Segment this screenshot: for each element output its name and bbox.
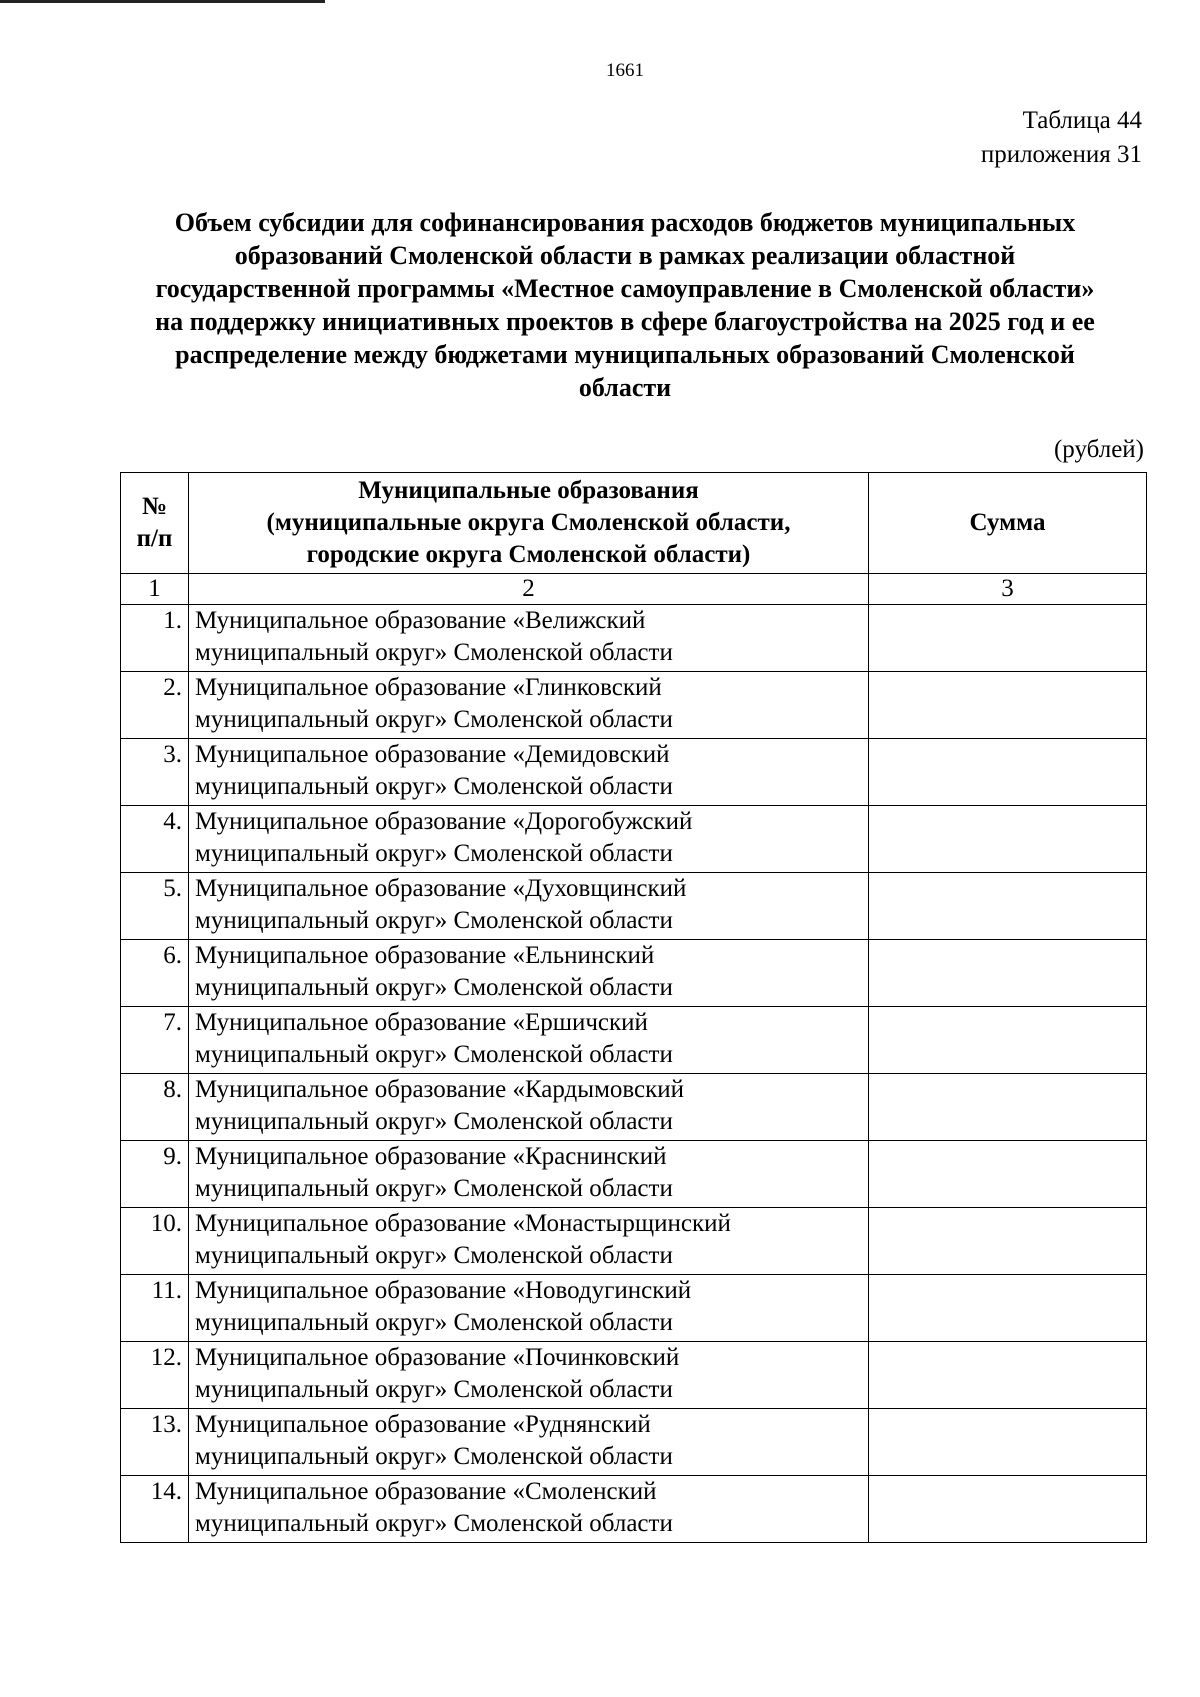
table-row: [121, 1409, 1147, 1476]
row-number: 12.: [121, 1342, 189, 1409]
municipality-name: [189, 1342, 869, 1409]
table-body: [121, 605, 1147, 1543]
subsidy-sum: [869, 1342, 1147, 1409]
municipality-name: [189, 1007, 869, 1074]
municipality-name-line: Муниципальное образование «Ершичский: [195, 1009, 648, 1036]
row-number: 3.: [121, 739, 189, 806]
municipality-name-line: Муниципальное образование «Демидовский: [195, 741, 670, 768]
municipality-name-line: Муниципальное образование «Духовщинский: [195, 875, 687, 902]
municipality-name: [189, 1476, 869, 1543]
table-row: [121, 1074, 1147, 1141]
municipality-name: [189, 1141, 869, 1208]
header-municipality: [189, 473, 869, 574]
municipality-name-line: муниципальный округ» Смоленской области: [195, 773, 673, 800]
subsidy-sum: [869, 739, 1147, 806]
municipality-name-line: муниципальный округ» Смоленской области: [195, 1175, 673, 1202]
municipality-name-line: муниципальный округ» Смоленской области: [195, 639, 673, 666]
document-title: [100, 206, 1150, 404]
table-row: [121, 873, 1147, 940]
row-number: 2.: [121, 672, 189, 739]
row-number: 10.: [121, 1208, 189, 1275]
municipality-name-line: Муниципальное образование «Глинковский: [195, 674, 662, 701]
municipality-name-line: муниципальный округ» Смоленской области: [195, 974, 673, 1001]
subsidy-sum: [869, 1476, 1147, 1543]
subsidy-sum: [869, 1208, 1147, 1275]
title-line: распределение между бюджетами муниципальных образований Смоленской: [175, 340, 1075, 369]
title-line: области: [578, 373, 672, 402]
appendix-reference: [981, 104, 1142, 172]
column-index: 1: [121, 574, 189, 605]
municipality-name: [189, 672, 869, 739]
subsidy-sum: [869, 605, 1147, 672]
municipality-name: [189, 739, 869, 806]
municipality-name: [189, 873, 869, 940]
subsidy-sum: [869, 1275, 1147, 1342]
municipality-name-line: муниципальный округ» Смоленской области: [195, 1041, 673, 1068]
municipality-name: [189, 806, 869, 873]
header-number-sign: №: [141, 493, 168, 520]
column-index: 3: [869, 574, 1147, 605]
municipality-name-line: муниципальный округ» Смоленской области: [195, 1376, 673, 1403]
municipality-name: [189, 1208, 869, 1275]
title-line: Объем субсидии для софинансирования расходов бюджетов муниципальных: [174, 208, 1076, 237]
municipality-name-line: муниципальный округ» Смоленской области: [195, 840, 673, 867]
header-number: [121, 473, 189, 574]
subsidy-sum: [869, 672, 1147, 739]
header-sum: Сумма: [869, 473, 1147, 574]
header-number-abbrev: п/п: [136, 525, 173, 552]
table-row: [121, 1275, 1147, 1342]
row-number: 5.: [121, 873, 189, 940]
municipality-name-line: Муниципальное образование «Краснинский: [195, 1143, 667, 1170]
subsidy-allocation-table: [120, 472, 1147, 1543]
title-line: государственной программы «Местное самоуправление в Смоленской области»: [155, 274, 1095, 303]
municipality-name: [189, 1275, 869, 1342]
subsidy-sum: [869, 1007, 1147, 1074]
table-row: [121, 1342, 1147, 1409]
municipality-name-line: Муниципальное образование «Ельнинский: [195, 942, 655, 969]
table-row: [121, 1208, 1147, 1275]
row-number: 4.: [121, 806, 189, 873]
row-number: 11.: [121, 1275, 189, 1342]
table-header-row: [121, 473, 1147, 574]
header-municipality-line: Муниципальные образования: [358, 477, 699, 504]
row-number: 13.: [121, 1409, 189, 1476]
row-number: 7.: [121, 1007, 189, 1074]
table-row: [121, 605, 1147, 672]
municipality-name: [189, 1409, 869, 1476]
municipality-name-line: Муниципальное образование «Монастырщинский: [195, 1210, 731, 1237]
municipality-name: [189, 1074, 869, 1141]
column-index-row: [121, 574, 1147, 605]
table-row: [121, 1476, 1147, 1543]
municipality-name-line: муниципальный округ» Смоленской области: [195, 706, 673, 733]
subsidy-sum: [869, 1074, 1147, 1141]
municipality-name-line: Муниципальное образование «Смоленский: [195, 1478, 657, 1505]
subsidy-sum: [869, 806, 1147, 873]
row-number: 14.: [121, 1476, 189, 1543]
page-number: 1661: [606, 60, 644, 81]
column-index: 2: [189, 574, 869, 605]
table-row: [121, 672, 1147, 739]
municipality-name-line: Муниципальное образование «Новодугинский: [195, 1277, 692, 1304]
table-row: [121, 1141, 1147, 1208]
table-row: [121, 739, 1147, 806]
subsidy-sum: [869, 1141, 1147, 1208]
subsidy-sum: [869, 940, 1147, 1007]
municipality-name-line: муниципальный округ» Смоленской области: [195, 1443, 673, 1470]
municipality-name-line: Муниципальное образование «Велижский: [195, 607, 646, 634]
appendix-table-number: Таблица 44: [1022, 107, 1142, 134]
municipality-name-line: муниципальный округ» Смоленской области: [195, 1309, 673, 1336]
municipality-name-line: муниципальный округ» Смоленской области: [195, 1242, 673, 1269]
municipality-name: [189, 605, 869, 672]
municipality-name-line: Муниципальное образование «Починковский: [195, 1344, 680, 1371]
municipality-name-line: муниципальный округ» Смоленской области: [195, 1108, 673, 1135]
municipality-name-line: Муниципальное образование «Руднянский: [195, 1411, 651, 1438]
units-label: (рублей): [1053, 436, 1144, 463]
subsidy-sum: [869, 1409, 1147, 1476]
row-number: 1.: [121, 605, 189, 672]
appendix-number: приложения 31: [980, 141, 1142, 168]
title-line: на поддержку инициативных проектов в сфере благоустройства на 2025 год и ее: [155, 307, 1095, 336]
subsidy-sum: [869, 873, 1147, 940]
title-line: образований Смоленской области в рамках реализации областной: [234, 241, 1016, 270]
row-number: 8.: [121, 1074, 189, 1141]
municipality-name-line: муниципальный округ» Смоленской области: [195, 1510, 673, 1537]
header-municipality-line: городские округа Смоленской области): [306, 541, 751, 568]
row-number: 9.: [121, 1141, 189, 1208]
row-number: 6.: [121, 940, 189, 1007]
header-municipality-line: (муниципальные округа Смоленской области,: [266, 509, 791, 536]
municipality-name-line: Муниципальное образование «Кардымовский: [195, 1076, 685, 1103]
table-row: [121, 940, 1147, 1007]
scan-edge-line: [0, 0, 325, 3]
table-row: [121, 1007, 1147, 1074]
municipality-name-line: Муниципальное образование «Дорогобужский: [195, 808, 693, 835]
table-row: [121, 806, 1147, 873]
municipality-name-line: муниципальный округ» Смоленской области: [195, 907, 673, 934]
municipality-name: [189, 940, 869, 1007]
